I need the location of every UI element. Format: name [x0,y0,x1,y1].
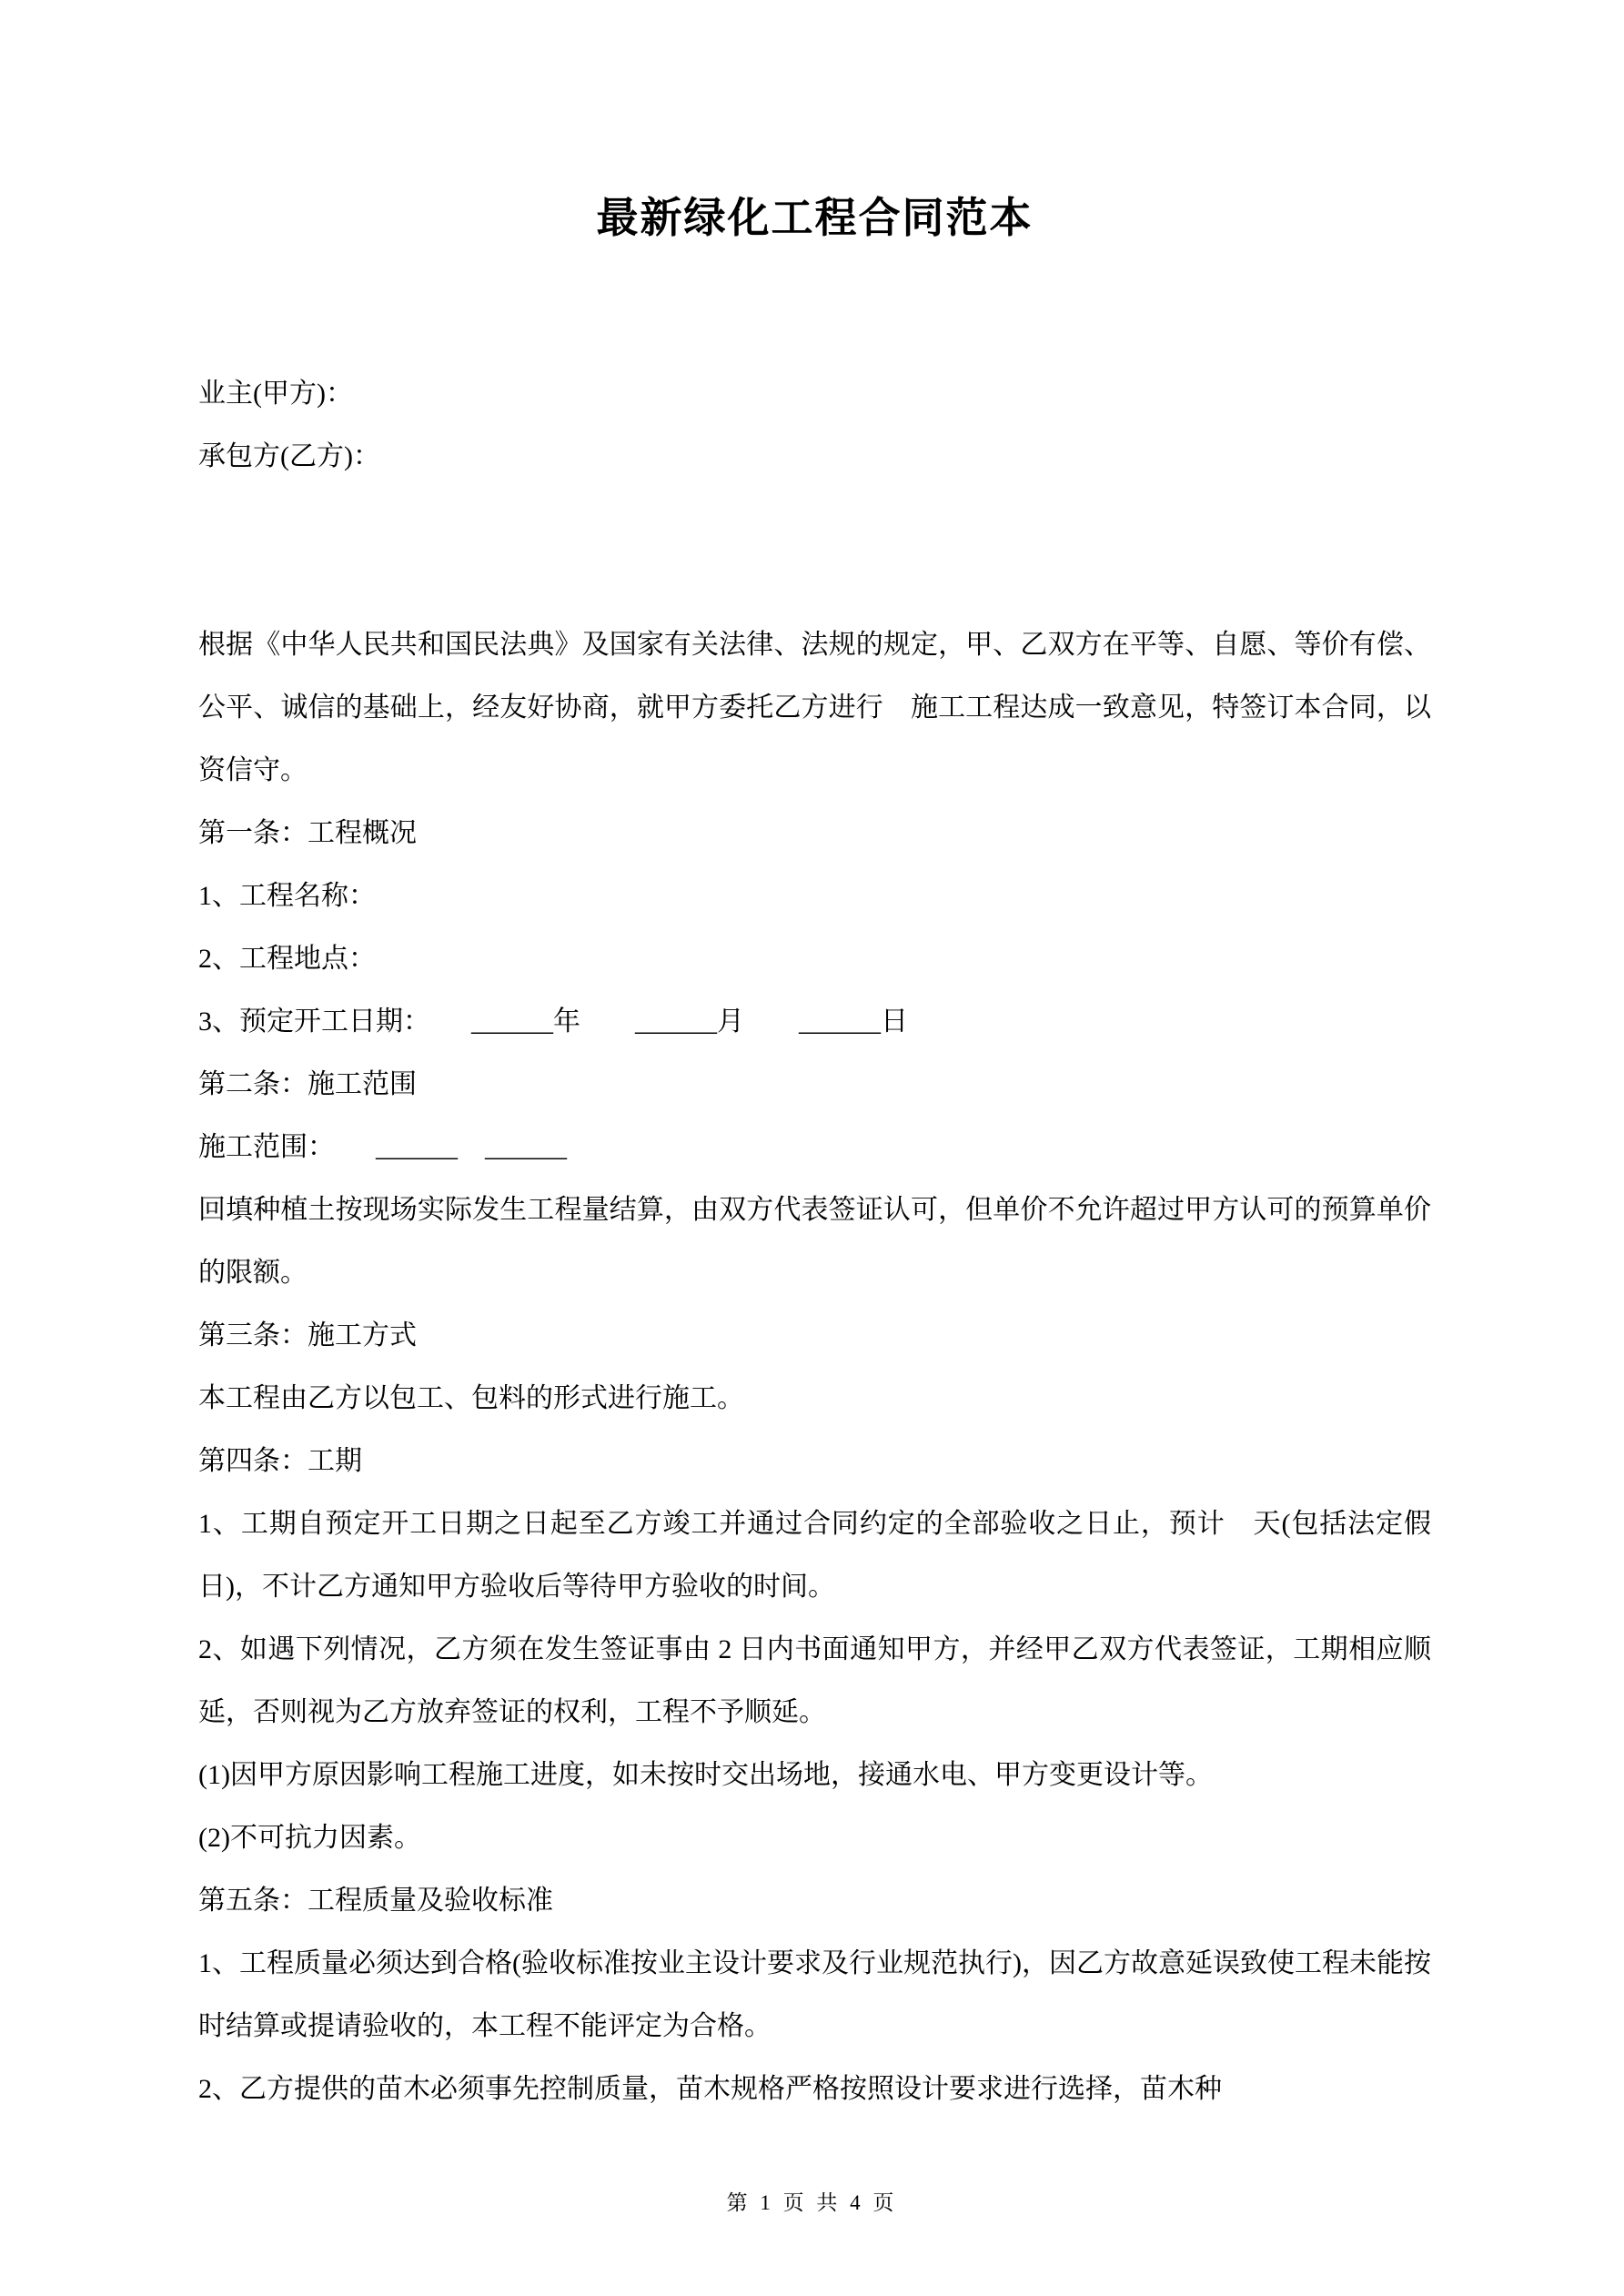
duration-item-2-sub-2: (2)不可抗力因素。 [198,1823,421,1853]
clause-4-heading: 第四条：工期 [198,1446,362,1476]
clause-5-heading: 第五条：工程质量及验收标准 [198,1886,553,1916]
start-date-line: 3、预定开工日期： ______年 ______月 ______日 [198,1006,908,1037]
project-name-line: 1、工程名称： [198,881,376,911]
party-a-line: 业主(甲方)： [198,379,353,409]
quality-item-2: 2、乙方提供的苗木必须事先控制质量，苗木规格严格按照设计要求进行选择，苗木种 [198,2074,1222,2104]
construction-method-line: 本工程由乙方以包工、包料的形式进行施工。 [198,1383,744,1413]
duration-item-2: 2、如遇下列情况，乙方须在发生签证事由 2 日内书面通知甲方，并经甲乙双方代表签证，工期相应顺延，否则视为乙方放弃签证的权利，工程不予顺延。 [198,1634,1431,1727]
page-number-footer: 第 1 页 共 4 页 [726,2191,898,2214]
clause-3-heading: 第三条：施工方式 [198,1320,417,1350]
project-location-line: 2、工程地点： [198,944,376,974]
quality-item-1: 1、工程质量必须达到合格(验收标准按业主设计要求及行业规范执行)，因乙方故意延误致使工程未能按时结算或提请验收的，本工程不能评定为合格。 [198,1948,1431,2041]
construction-scope-line: 施工范围： ______ ______ [198,1132,567,1162]
duration-item-2-sub-1: (1)因甲方原因影响工程施工进度，如未按时交出场地，接通水电、甲方变更设计等。 [198,1760,1213,1790]
duration-item-1: 1、工期自预定开工日期之日起至乙方竣工并通过合同约定的全部验收之日止，预计 天(包括法定假日)，不计乙方通知甲方验收后等待甲方验收的时间。 [198,1509,1431,1602]
clause-1-heading: 第一条：工程概况 [198,818,417,848]
preamble-paragraph: 根据《中华人民共和国民法典》及国家有关法律、法规的规定，甲、乙双方在平等、自愿、等价有偿、公平、诚信的基础上，经友好协商，就甲方委托乙方进行 施工工程达成一致意见，特签订本合同，以资信守。 [198,630,1431,785]
backfill-settlement-paragraph: 回填种植土按现场实际发生工程量结算，由双方代表签证认可，但单价不允许超过甲方认可的预算单价的限额。 [198,1195,1431,1288]
clause-2-heading: 第二条：施工范围 [198,1069,417,1099]
document-title: 最新绿化工程合同范本 [596,195,1034,241]
blank-gap [198,488,1431,613]
document-body [198,362,1431,2120]
party-b-line: 承包方(乙方)： [198,441,380,471]
